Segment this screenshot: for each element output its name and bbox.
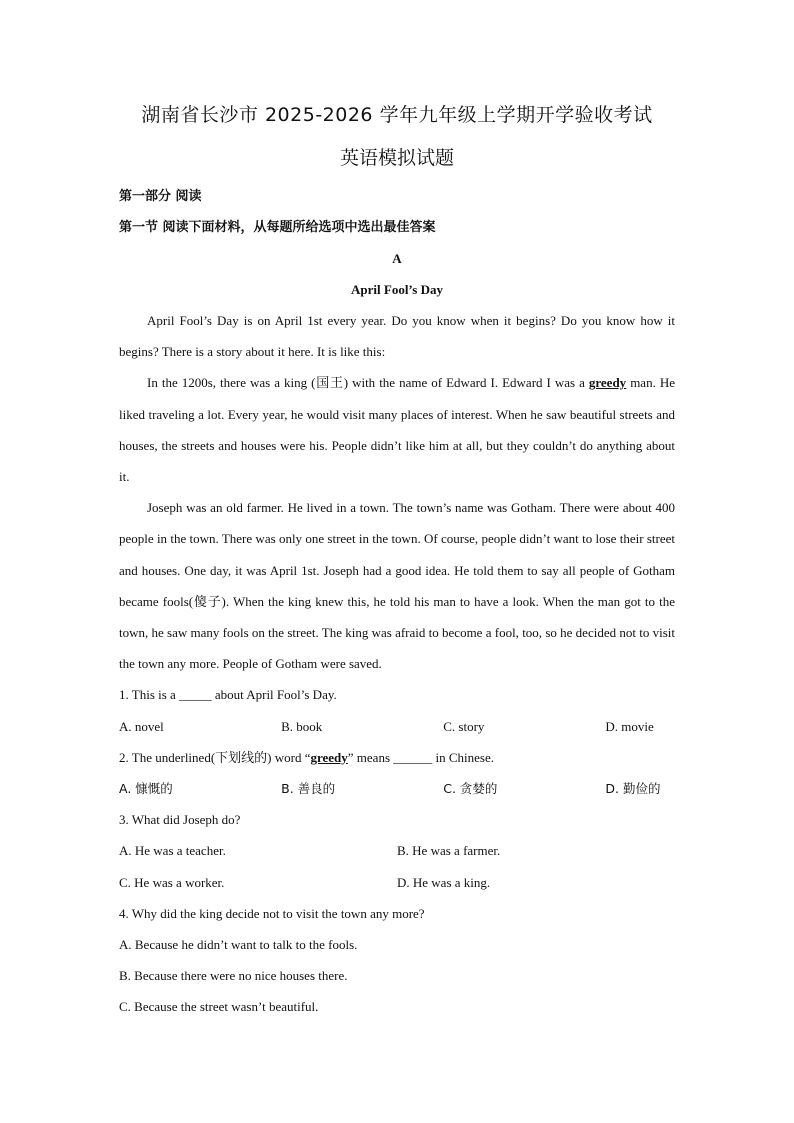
question-2-stem bbox=[119, 742, 675, 773]
exam-page bbox=[119, 96, 675, 1023]
q1-option-c: C. story bbox=[443, 718, 485, 734]
section-heading: 第一节 阅读下面材料，从每题所给选项中选出最佳答案 bbox=[119, 220, 436, 235]
question-1-options bbox=[119, 711, 675, 742]
q2-underlined-word: greedy bbox=[310, 749, 348, 765]
page-title: 湖南省长沙市 2025-2026 学年九年级上学期开学验收考试 bbox=[141, 104, 653, 126]
question-2-options bbox=[119, 773, 675, 804]
q4-option-c: C. Because the street wasn’t beautiful. bbox=[119, 999, 319, 1015]
q3-option-a: A. He was a teacher. bbox=[119, 843, 226, 859]
q2-option-d: D. 勤俭的 bbox=[605, 781, 661, 797]
passage-paragraph-2 bbox=[119, 367, 675, 492]
q2-stem-before: 2. The underlined(下划线的) word “ bbox=[119, 749, 311, 765]
question-4-stem: 4. Why did the king decide not to visit the town any more? bbox=[119, 905, 425, 921]
q1-option-b: B. book bbox=[281, 718, 323, 734]
question-1-stem: 1. This is a _____ about April Fool’s Day. bbox=[119, 687, 337, 703]
q2-option-a: A. 慷慨的 bbox=[119, 781, 173, 797]
question-3-options-row-2 bbox=[119, 867, 675, 898]
passage-paragraph-1: April Fool’s Day is on April 1st every year. Do you know when it begins? Do you know how it begins? There is a story about it here. It is like this: bbox=[119, 313, 675, 360]
page-subtitle: 英语模拟试题 bbox=[339, 147, 454, 169]
question-3-options-row-1 bbox=[119, 835, 675, 866]
q2-option-b: B. 善良的 bbox=[281, 781, 336, 797]
q3-option-b: B. He was a farmer. bbox=[397, 843, 501, 859]
q2-option-c: C. 贪婪的 bbox=[443, 781, 498, 797]
q2-stem-after: ” means ______ in Chinese. bbox=[347, 749, 495, 765]
q4-option-b: B. Because there were no nice houses there. bbox=[119, 968, 348, 984]
question-3-stem: 3. What did Joseph do? bbox=[119, 812, 241, 828]
underlined-word: greedy bbox=[588, 375, 627, 391]
passage-title: April Fool’s Day bbox=[351, 282, 443, 297]
paragraph-2-text-before: In the 1200s, there was a king (国王) with the name of Edward I. Edward I was a bbox=[147, 375, 589, 391]
passage-paragraph-3: Joseph was an old farmer. He lived in a town. The town’s name was Gotham. There were about 400 people in the town. There was only one street in the town. Of course, people didn’t want to lose their street and houses. One day, it was April 1st. Joseph had a good idea. He told them to say all people of Gotham became fools(傻子). When the king knew this, he told his man to have a look. When the man got to the town, he saw many fools on the street. The king was afraid to become a fool, too, so he decided not to visit the town any more. People of Gotham were saved. bbox=[119, 500, 675, 672]
paragraph-2-text-after: man. He liked traveling a lot. Every year, he would visit many places of interest. When he saw beautiful streets and houses, the streets and houses were his. People didn’t like him at all, but they couldn’t do anything about it. bbox=[119, 375, 675, 485]
q1-option-a: A. novel bbox=[119, 718, 164, 734]
q4-option-a: A. Because he didn’t want to talk to the fools. bbox=[119, 937, 358, 953]
q1-option-d: D. movie bbox=[605, 718, 654, 734]
q3-option-d: D. He was a king. bbox=[397, 874, 491, 890]
q3-option-c: C. He was a worker. bbox=[119, 874, 225, 890]
passage-label: A bbox=[392, 251, 402, 266]
part-heading: 第一部分 阅读 bbox=[119, 189, 202, 204]
